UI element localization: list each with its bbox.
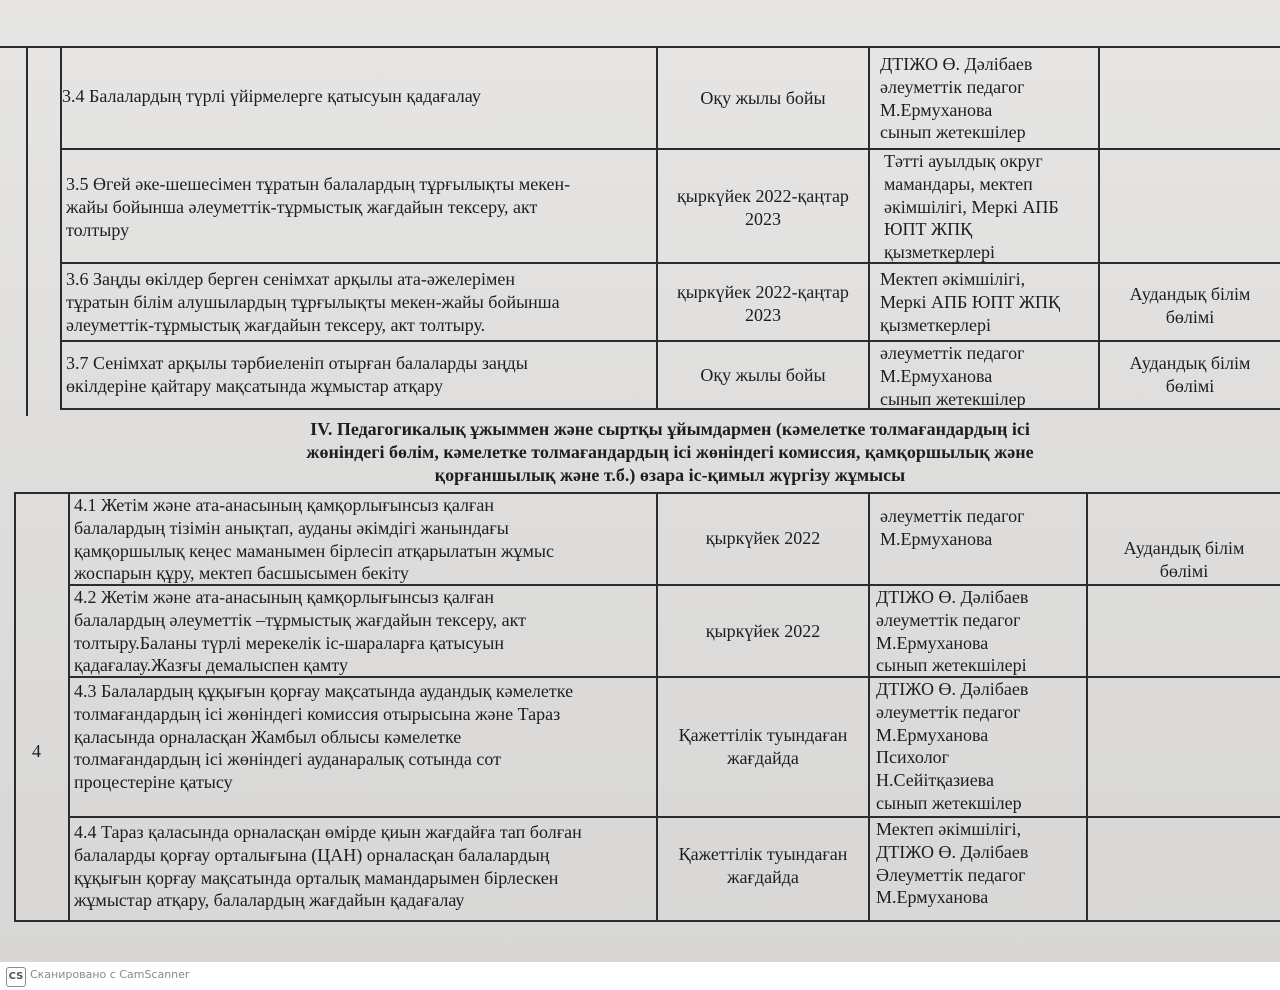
text-line: жөніндегі бөлім, кәмелетке толмағандардың ісі жөніндегі комиссия, қамқоршылық және <box>306 441 1034 462</box>
text-line: жағдайда <box>727 747 799 768</box>
text-line: М.Ермуханова <box>876 632 989 653</box>
text-line: әлеуметтік-тұрмыстық жағдайын тексеру, акт толтыру. <box>66 314 486 335</box>
text-line: М.Ермуханова <box>880 99 993 120</box>
responsible-cell <box>876 678 1028 815</box>
text-line: қадағалау.Жазғы демалыспен қамту <box>74 655 349 676</box>
text-line: процестеріне қатысу <box>74 772 233 793</box>
text-line: бөлімі <box>1165 375 1215 396</box>
text-line: толтыру.Баланы түрлі мерекелік іс-шараларға қатысуын <box>74 632 505 653</box>
table-top-border <box>0 46 1280 48</box>
text-line: өкілдеріне қайтару мақсатында жұмыстар атқару <box>66 375 444 396</box>
text-line: 2023 <box>745 304 781 325</box>
row-divider <box>60 340 1280 342</box>
row-divider <box>60 148 1280 150</box>
left-outer-border <box>26 46 28 416</box>
text-line: 3.5 Өгей әке-шешесімен тұратын балалардың тұрғылықты мекен- <box>66 174 571 194</box>
text-line: қаласында орналасқан Жамбыл облысы кәмелетке <box>74 726 462 747</box>
event-cell <box>74 680 573 794</box>
text-line: толмағандардың ісі жөніндегі ауданаралық сотында сот <box>74 749 501 770</box>
text-line: толтыру <box>66 219 130 240</box>
text-line: әкімшілігі, Меркі АПБ <box>884 196 1059 217</box>
responsible-cell <box>876 818 1028 909</box>
camscanner-logo: CS <box>6 967 26 987</box>
text-line: сынып жетекшілер <box>880 388 1026 409</box>
event-cell <box>74 821 582 912</box>
text-line: әлеуметтік педагог <box>876 609 1021 630</box>
text-line: жұмыстар атқару, балалардың жағдайын қадағалау <box>74 890 465 911</box>
partner-cell <box>1088 537 1280 583</box>
text-line: 3.4 Балалардың түрлі үйірмелерге қатысуын қадағалау <box>62 86 481 106</box>
text-line: Аудандық білім <box>1129 353 1251 373</box>
text-line: ДТІЖО Ө. Дәлібаев <box>876 841 1029 862</box>
text-line: Н.Сейітқазиева <box>876 770 994 791</box>
text-line: қорғаншылық және т.б.) өзара іс-қимыл жүргізу жұмысы <box>434 464 906 485</box>
term-cell <box>658 87 868 110</box>
text-line: қызметкерлері <box>880 314 991 335</box>
section-number: 4 <box>32 741 41 761</box>
responsible-cell <box>880 268 1060 336</box>
term-cell <box>658 185 868 231</box>
text-line: қызметкерлері <box>884 242 995 263</box>
text-line: әлеуметтік педагог <box>880 506 1025 526</box>
responsible-cell <box>876 586 1028 677</box>
text-line: Мектеп әкімшілігі, <box>880 269 1026 289</box>
text-line: Тәтті ауылдық округ <box>884 151 1043 171</box>
text-line: Аудандық білім <box>1123 538 1245 558</box>
text-line: 2023 <box>745 208 781 229</box>
text-line: балалардың әлеуметтік –тұрмыстық жағдайын тексеру, акт <box>74 609 526 630</box>
text-line: 4.1 Жетім және ата-анасының қамқорлығынсыз қалған <box>74 495 495 515</box>
text-line: қыркүйек 2022 <box>705 528 821 548</box>
text-line: әлеуметтік педагог <box>876 701 1021 722</box>
event-cell <box>62 85 481 108</box>
text-line: қыркүйек 2022 <box>705 621 821 641</box>
text-line: 4.3 Балалардың құқығын қорғау мақсатында аудандық кәмелетке <box>74 681 574 701</box>
term-cell <box>658 843 868 889</box>
text-line: қыркүйек 2022-қаңтар <box>677 282 849 302</box>
text-line: 3.6 Заңды өкілдер берген сенімхат арқылы ата-әжелерімен <box>66 269 515 289</box>
text-line: 4.4 Тараз қаласында орналасқан өмірде қиын жағдайға тап болған <box>74 822 582 842</box>
text-line: Мектеп әкімшілігі, <box>876 819 1022 839</box>
event-cell <box>66 268 560 336</box>
row-divider <box>60 408 1280 410</box>
event-col-left-border-lower <box>68 492 70 922</box>
text-line: Аудандық білім <box>1129 284 1251 304</box>
row-divider <box>60 262 1280 264</box>
term-cell <box>658 620 868 643</box>
text-line: Оқу жылы бойы <box>700 88 826 108</box>
text-line: Қажеттілік туындаған <box>678 844 848 864</box>
text-line: М.Ермуханова <box>876 724 989 745</box>
term-cell <box>658 364 868 387</box>
row-divider <box>14 920 1280 922</box>
left-outer-border-lower <box>14 492 16 922</box>
text-line: жағдайда <box>727 866 799 887</box>
text-line: Оқу жылы бойы <box>700 365 826 385</box>
partner-cell <box>1100 352 1280 398</box>
responsible-cell <box>880 505 1024 551</box>
text-line: бөлімі <box>1159 560 1209 581</box>
text-line: бөлімі <box>1165 306 1215 327</box>
text-line: Меркі АПБ ЮПТ ЖПҚ <box>880 291 1060 312</box>
text-line: Қажеттілік туындаған <box>678 725 848 745</box>
text-line: Психолог <box>876 747 950 768</box>
partner-cell <box>1100 283 1280 329</box>
text-line: балаларды қорғау орталығына (ЦАН) орналасқан балалардың <box>74 844 550 865</box>
responsible-cell <box>880 53 1032 144</box>
text-line: ДТІЖО Ө. Дәлібаев <box>876 587 1029 607</box>
text-line: қамқоршылық кеңес маманымен бірлесіп атқарылатын жұмыс <box>74 540 554 561</box>
responsible-col-border-lower <box>868 492 870 922</box>
text-line: қыркүйек 2022-қаңтар <box>677 186 849 206</box>
text-line: мамандары, мектеп <box>884 173 1033 194</box>
event-cell <box>74 494 554 585</box>
text-line: тұратын білім алушылардың тұрғылықты мекен-жайы бойынша <box>66 291 560 312</box>
text-line: балалардың тізімін анықтап, ауданы әкімдігі жанындағы <box>74 517 509 538</box>
text-line: құқығын қорғау мақсатында орталық мамандарымен бірлескен <box>74 867 559 888</box>
text-line: толмағандардың ісі жөніндегі комиссия отырысына және Тараз <box>74 703 561 724</box>
text-line: 3.7 Сенімхат арқылы тәрбиеленіп отырған балаларды заңды <box>66 353 528 373</box>
text-line: жайы бойынша әлеуметтік-тұрмыстық жағдайын тексеру, акт <box>66 196 538 217</box>
section-heading <box>60 418 1280 486</box>
responsible-cell <box>884 150 1059 264</box>
text-line: ДТІЖО Ө. Дәлібаев <box>880 54 1033 74</box>
responsible-col-border <box>868 46 870 408</box>
text-line: Әлеуметтік педагог <box>876 864 1026 885</box>
responsible-cell <box>880 342 1026 410</box>
text-line: М.Ермуханова <box>880 365 993 386</box>
term-cell <box>658 281 868 327</box>
row-divider <box>68 816 1280 818</box>
text-line: әлеуметтік педагог <box>880 343 1025 363</box>
text-line: ЮПТ ЖПҚ <box>884 219 973 240</box>
text-line: М.Ермуханова <box>880 528 993 549</box>
text-line: сынып жетекшілер <box>880 122 1026 143</box>
term-cell <box>658 724 868 770</box>
text-line: М.Ермуханова <box>876 887 989 908</box>
text-line: әлеуметтік педагог <box>880 76 1025 97</box>
event-cell <box>66 352 528 398</box>
event-cell <box>74 586 526 677</box>
scanner-footer <box>0 962 1280 990</box>
event-cell <box>66 173 570 241</box>
scanner-watermark-text: Сканировано с CamScanner <box>30 968 190 981</box>
text-line: ДТІЖО Ө. Дәлібаев <box>876 679 1029 699</box>
term-cell <box>658 527 868 550</box>
text-line: IV. Педагогикалық ұжыммен және сыртқы ұйымдармен (кәмелетке толмағандардың ісі <box>310 419 1030 439</box>
text-line: сынып жетекшілері <box>876 655 1027 676</box>
text-line: жоспарын құру, мектеп басшысымен бекіту <box>74 563 409 584</box>
text-line: 4.2 Жетім және ата-анасының қамқорлығынсыз қалған <box>74 587 495 607</box>
text-line: сынып жетекшілер <box>876 792 1022 813</box>
